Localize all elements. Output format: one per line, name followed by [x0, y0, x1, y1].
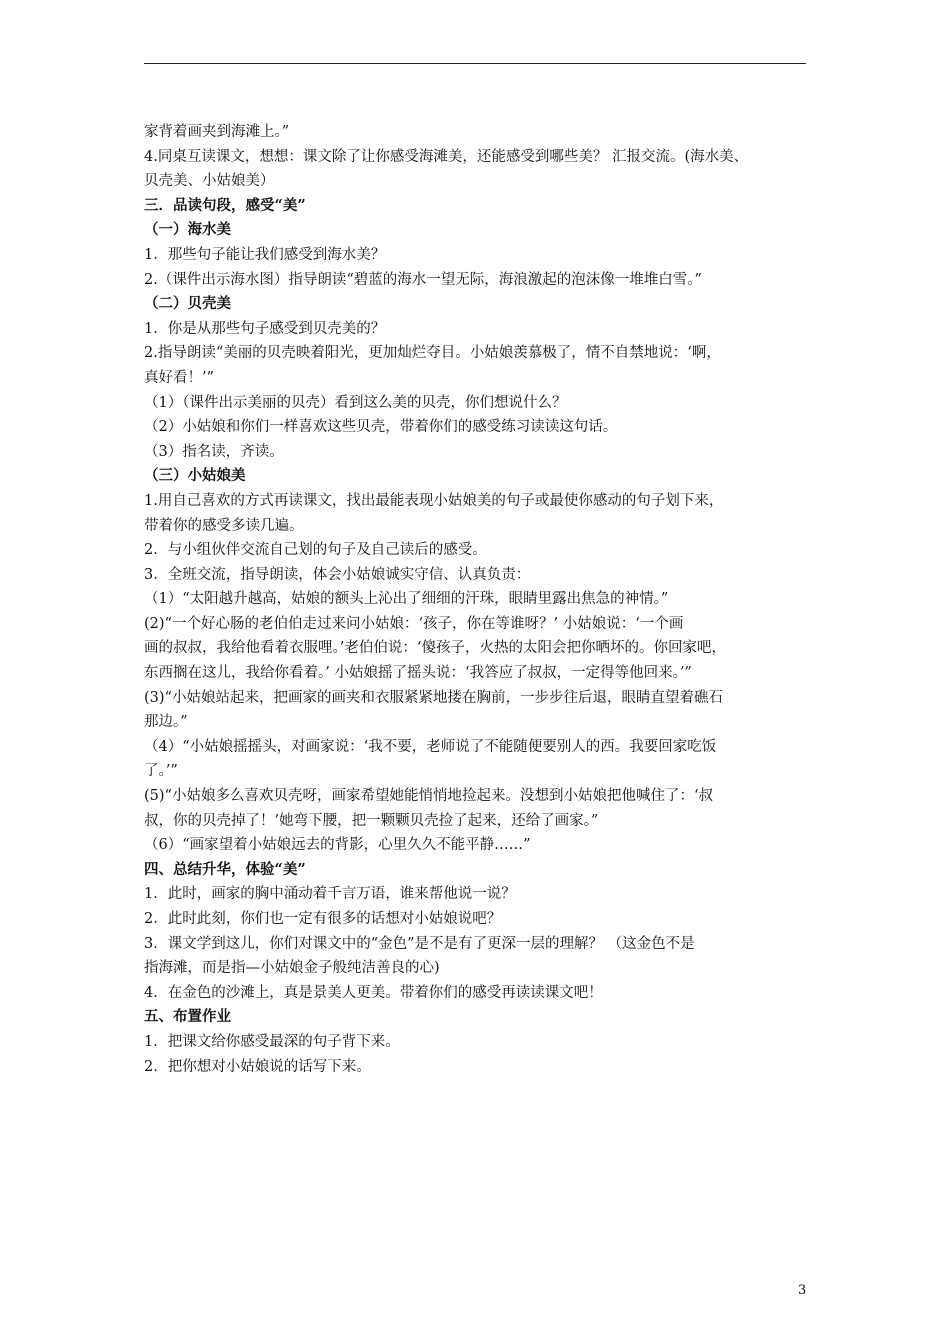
text-line: (3)“小姑娘站起来，把画家的画夹和衣服紧紧地搂在胸前，一步步往后退，眼睛直望着礁石 — [144, 689, 723, 706]
text-line: 2．与小组伙伴交流自己划的句子及自己读后的感受。 — [144, 542, 487, 559]
text-line: （1）（课件出示美丽的贝壳）看到这么美的贝壳，你们想说什么？ — [144, 394, 567, 411]
section-heading: （一）海水美 — [144, 221, 231, 239]
text-line: 1．此时，画家的胸中涌动着千言万语，谁来帮他说一说？ — [144, 886, 516, 903]
text-line: 1．那些句子能让我们感受到海水美？ — [144, 246, 386, 263]
text-line: 画的叔叔，我给他看着衣服哩。’老伯伯说：‘傻孩子，火热的太阳会把你晒坏的。你回家吧， — [144, 640, 726, 657]
text-line: (2)“一个好心肠的老伯伯走过来问小姑娘：‘孩子，你在等谁呀？’ 小姑娘说：‘一个画 — [144, 615, 684, 632]
text-line: 贝壳美、小姑娘美） — [144, 173, 275, 190]
header-rule — [144, 63, 806, 64]
text-line: 1．把课文给你感受最深的句子背下来。 — [144, 1033, 400, 1050]
text-line: 1．你是从那些句子感受到贝壳美的？ — [144, 320, 386, 337]
section-heading: （三）小姑娘美 — [144, 467, 246, 485]
text-line: （3）指名读，齐读。 — [144, 443, 284, 460]
text-line: 家背着画夹到海滩上。” — [144, 124, 290, 140]
document-body — [144, 120, 816, 1079]
text-line: 了。’” — [144, 763, 178, 780]
section-heading: 四、总结升华，体验“美” — [144, 860, 306, 878]
text-line: 2．把你想对小姑娘说的话写下来。 — [144, 1058, 371, 1075]
text-line: 2.指导朗读“美丽的贝壳映着阳光，更加灿烂夺目。小姑娘羡慕极了，情不自禁地说：‘啊， — [144, 345, 721, 362]
section-heading: 三．品读句段，感受“美” — [144, 196, 306, 214]
text-line: 叔，你的贝壳掉了！’她弯下腰，把一颗颗贝壳捡了起来，还给了画家。” — [144, 812, 599, 829]
text-line: 2．此时此刻，你们也一定有很多的话想对小姑娘说吧？ — [144, 911, 502, 927]
text-line: 指海滩，而是指—小姑娘金子般纯洁善良的心) — [144, 960, 440, 977]
text-line: 4.同桌互读课文，想想：课文除了让你感受海滩美，还能感受到哪些美？ 汇报交流。(海水美、 — [144, 148, 749, 165]
text-line: （4）“小姑娘摇摇头，对画家说：‘我不要，老师说了不能随便要别人的西。我要回家吃饭 — [144, 738, 717, 755]
section-heading: 五、布置作业 — [144, 1008, 231, 1026]
text-line: 那边。” — [144, 714, 188, 731]
page-number: 3 — [798, 1283, 807, 1298]
text-line: （2）小姑娘和你们一样喜欢这些贝壳，带着你们的感受练习读读这句话。 — [144, 419, 618, 436]
text-line: 东西搁在这儿，我给你看着。’ 小姑娘摇了摇头说：‘我答应了叔叔，一定得等他回来。’” — [144, 665, 692, 682]
text-line: （1）“太阳越升越高，姑娘的额头上沁出了细细的汗珠，眼睛里露出焦急的神情。” — [144, 591, 669, 608]
text-line: 1.用自己喜欢的方式再读课文，找出最能表现小姑娘美的句子或最使你感动的句子划下来， — [144, 492, 724, 509]
text-line: 带着你的感受多读几遍。 — [144, 517, 304, 534]
text-line: （6）“画家望着小姑娘远去的背影，心里久久不能平静……” — [144, 837, 531, 854]
text-line: (5)“小姑娘多么喜欢贝壳呀，画家希望她能悄悄地捡起来。没想到小姑娘把他喊住了：‘叔 — [144, 788, 714, 805]
section-heading: （二）贝壳美 — [144, 295, 231, 313]
text-line: 真好看！’” — [144, 369, 215, 386]
text-line: 2.（课件出示海水图）指导朗读“碧蓝的海水一望无际，海浪激起的泡沫像一堆堆白雪。” — [144, 271, 702, 288]
text-line: 3．全班交流，指导朗读，体会小姑娘诚实守信、认真负责： — [144, 566, 531, 583]
text-line: 4．在金色的沙滩上，真是景美人更美。带着你们的感受再读读课文吧！ — [144, 984, 603, 1001]
text-line: 3．课文学到这儿，你们对课文中的“金色”是不是有了更深一层的理解？ （这金色不是 — [144, 935, 695, 952]
